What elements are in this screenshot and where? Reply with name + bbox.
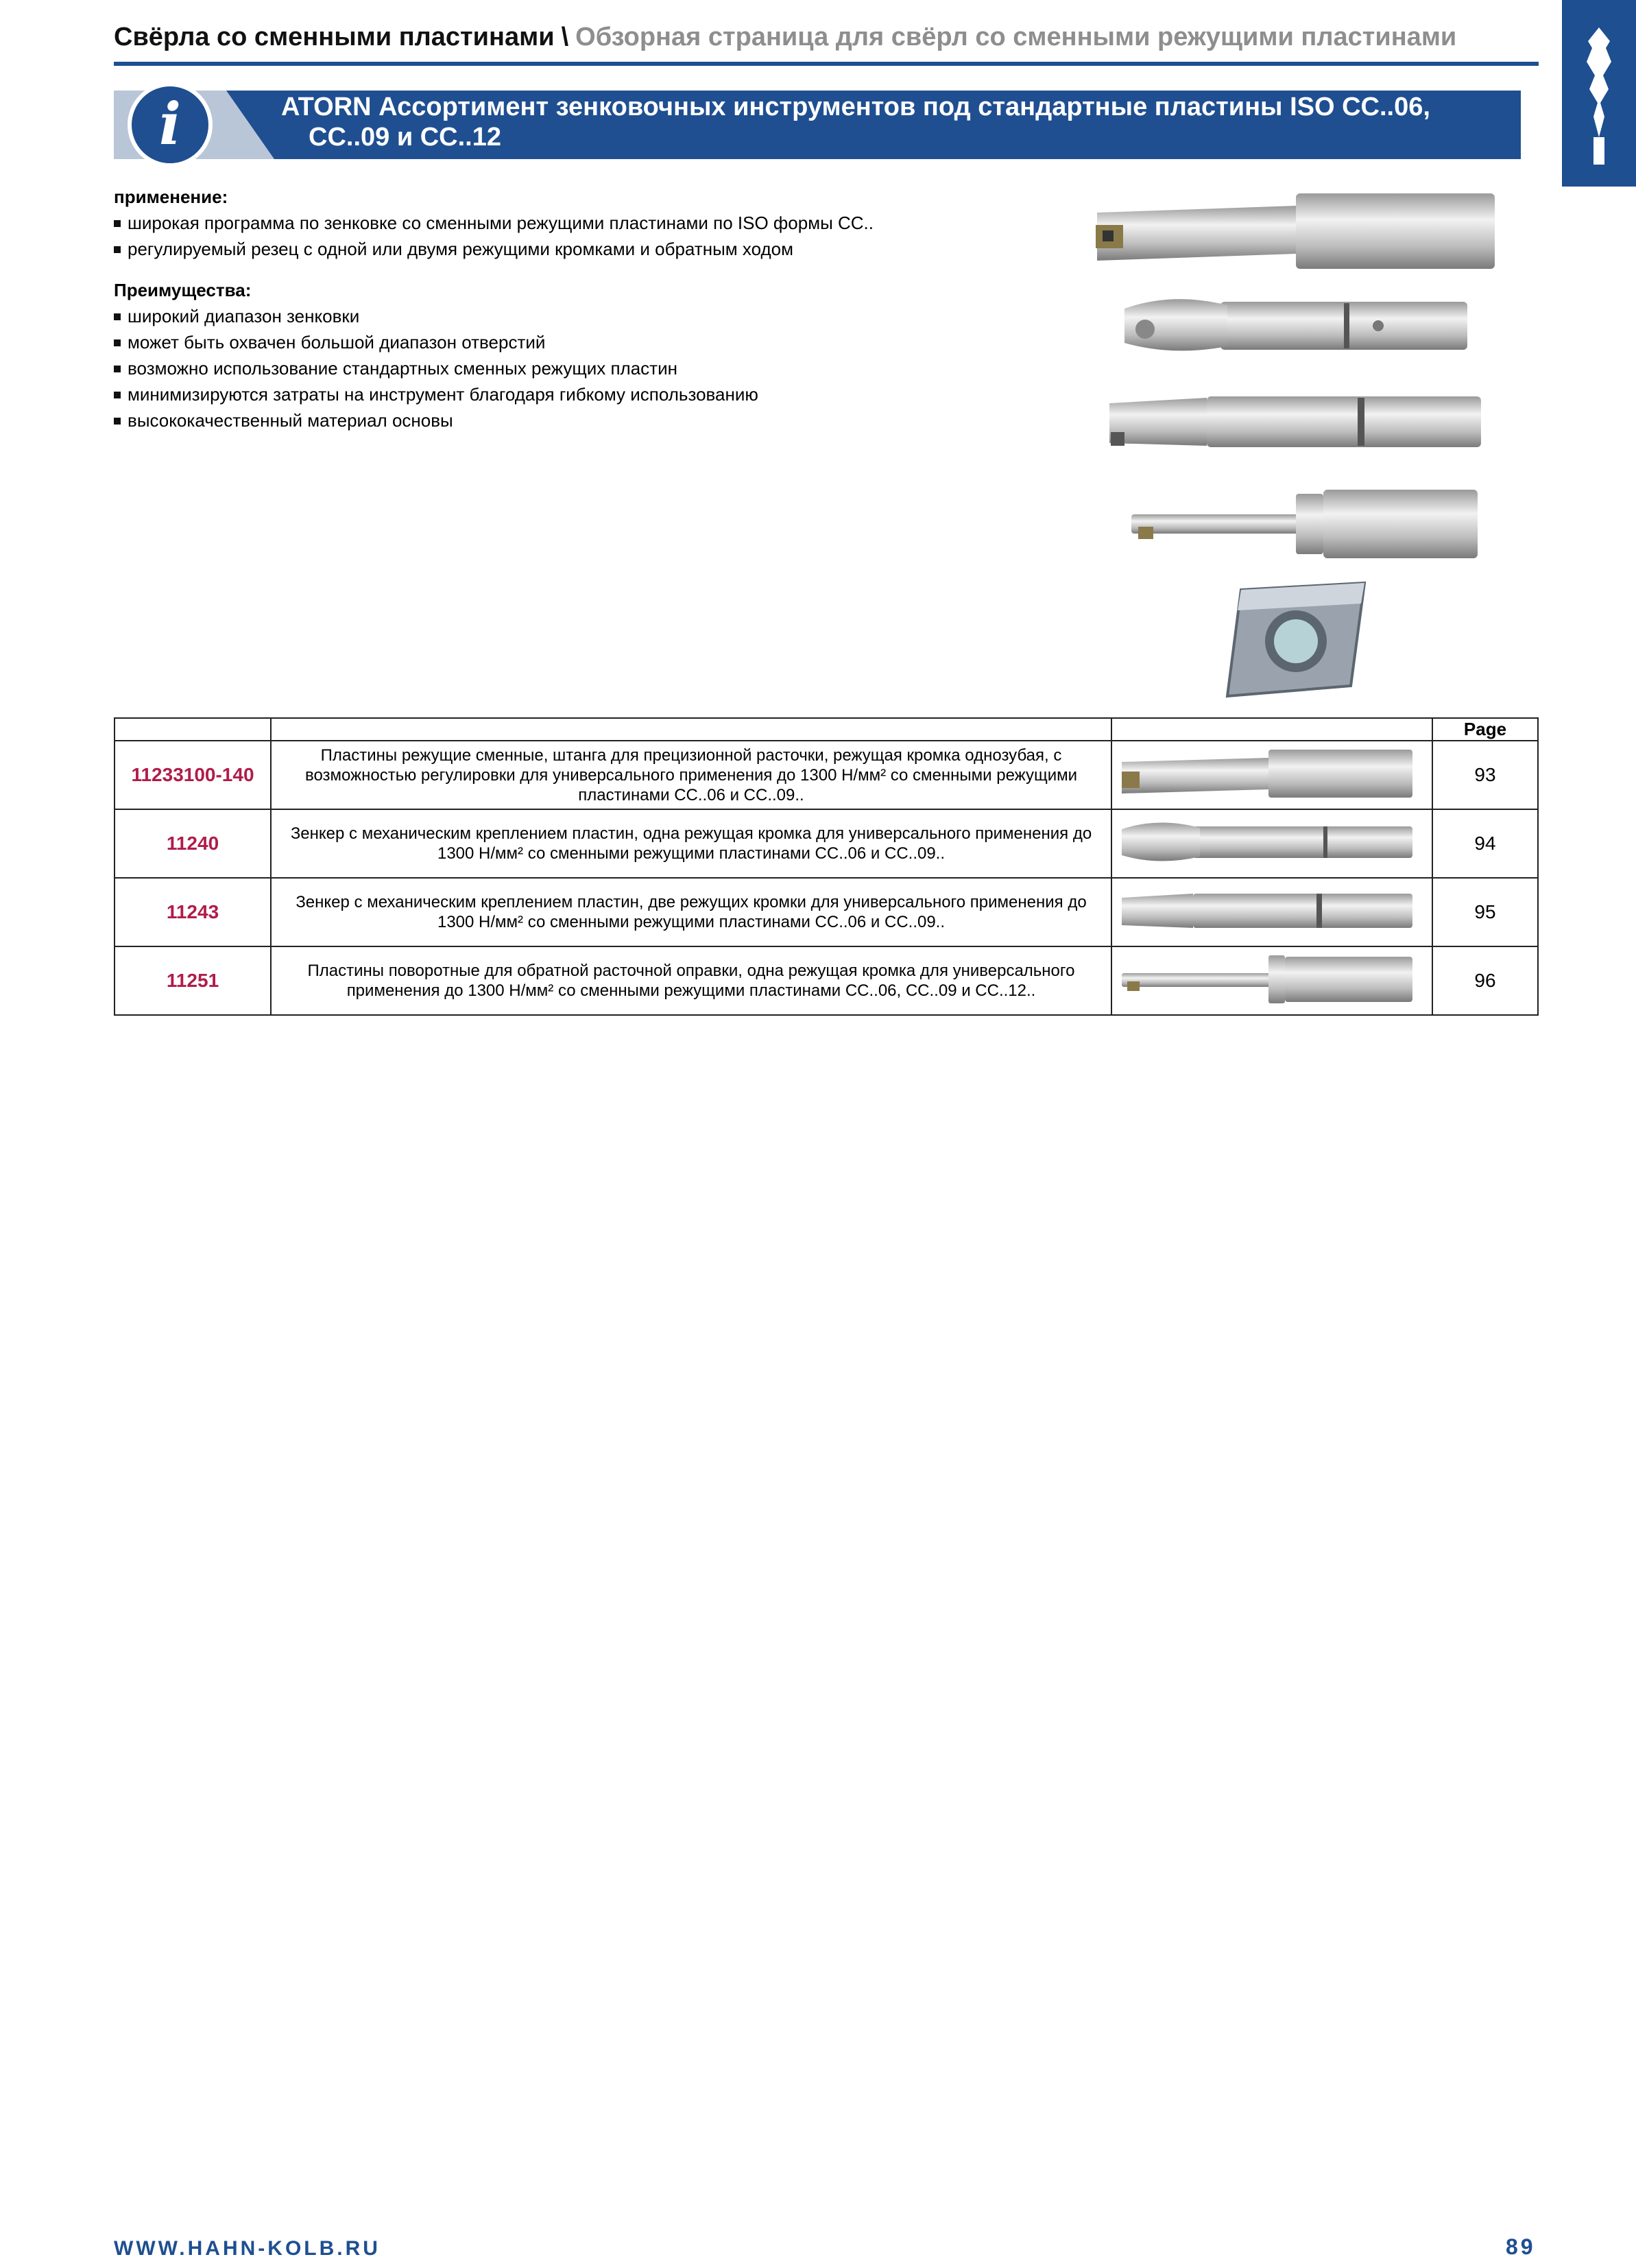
section-title: Свёрла со сменными пластинами	[114, 23, 555, 51]
product-description: Зенкер с механическим креплением пластин, две режущих кромки для универсального применения до 1300 Н/мм² со сменными режущими пластинами CC..06 и CC..09..	[271, 878, 1111, 946]
banner-title-line1: ATORN Ассортимент зенковочных инструментов под стандартные пластины ISO CC..06,	[281, 93, 1430, 121]
product-description: Пластины поворотные для обратной расточной оправки, одна режущая кромка для универсального применения до 1300 Н/мм² со сменными режущими пластинами CC..06, CC..09 и CC..12..	[271, 946, 1111, 1015]
application-section	[114, 184, 874, 262]
table-header-page: Page	[1432, 718, 1538, 741]
application-item: регулируемый резец с одной или двумя режущими кромками и обратным ходом	[114, 236, 874, 262]
product-code-link[interactable]: 11251	[115, 946, 271, 1015]
advantage-item: минимизируются затраты на инструмент благодаря гибкому использованию	[114, 381, 758, 407]
drill-category-tab[interactable]	[1562, 0, 1636, 187]
countersink-double-edge-image	[1104, 384, 1488, 459]
countersink-single-edge-image	[1118, 288, 1474, 360]
boring-bar-thumb-icon	[1118, 745, 1414, 800]
product-code-link[interactable]: 11243	[115, 878, 271, 946]
drill-icon	[1562, 0, 1636, 187]
application-heading: применение:	[114, 187, 228, 207]
product-description: Пластины режущие сменные, штанга для прецизионной расточки, режущая кромка однозубая, с возможностью регулировки для универсального применения до 1300 Н/мм² со сменными режущими пластинами CC..06 и CC..09..	[271, 741, 1111, 809]
advantage-item: возможно использование стандартных сменных режущих пластин	[114, 355, 758, 381]
page-number[interactable]: 96	[1432, 946, 1538, 1015]
countersink-thumb-icon	[1118, 814, 1414, 869]
product-thumbnail	[1111, 878, 1432, 946]
table-row	[115, 809, 1538, 878]
advantage-item: широкий диапазон зенковки	[114, 303, 758, 329]
advantage-item: высококачественный материал основы	[114, 407, 758, 433]
boring-bar-image	[1090, 185, 1502, 274]
table-row	[115, 741, 1538, 809]
table-header-code	[115, 718, 271, 741]
countersink-double-thumb-icon	[1118, 883, 1414, 938]
product-thumbnail	[1111, 741, 1432, 809]
product-code-link[interactable]: 11240	[115, 809, 271, 878]
page-number[interactable]: 94	[1432, 809, 1538, 878]
cc-insert-image	[1220, 576, 1371, 700]
advantages-heading: Преимущества:	[114, 280, 252, 300]
product-table	[114, 717, 1539, 1016]
page-number[interactable]: 95	[1432, 878, 1538, 946]
table-row	[115, 946, 1538, 1015]
product-thumbnail	[1111, 809, 1432, 878]
product-thumbnail	[1111, 946, 1432, 1015]
banner-title	[281, 92, 1515, 152]
header-separator: \	[561, 23, 569, 51]
page-number[interactable]: 93	[1432, 741, 1538, 809]
table-header-image	[1111, 718, 1432, 741]
table-row	[115, 878, 1538, 946]
info-icon: i	[128, 82, 213, 167]
page-subtitle: Обзорная страница для свёрл со сменными режущими пластинами	[575, 23, 1457, 51]
product-description: Зенкер с механическим креплением пластин, одна режущая кромка для универсального применения до 1300 Н/мм² со сменными режущими пластинами CC..06 и CC..09..	[271, 809, 1111, 878]
table-header-description	[271, 718, 1111, 741]
back-boring-thumb-icon	[1118, 951, 1414, 1006]
footer-page-number: 89	[1506, 2234, 1536, 2259]
footer-url-link[interactable]: WWW.HAHN-KOLB.RU	[114, 2237, 381, 2260]
advantage-item: может быть охвачен большой диапазон отверстий	[114, 329, 758, 355]
advantages-section	[114, 277, 758, 433]
back-boring-bar-image	[1124, 480, 1481, 562]
product-code-link[interactable]: 11233100-140	[115, 741, 271, 809]
header-rule	[114, 62, 1539, 66]
application-item: широкая программа по зенковке со сменными режущими пластинами по ISO формы CC..	[114, 210, 874, 236]
banner-title-line2: CC..09 и CC..12	[309, 123, 502, 152]
page-header	[114, 16, 1539, 58]
